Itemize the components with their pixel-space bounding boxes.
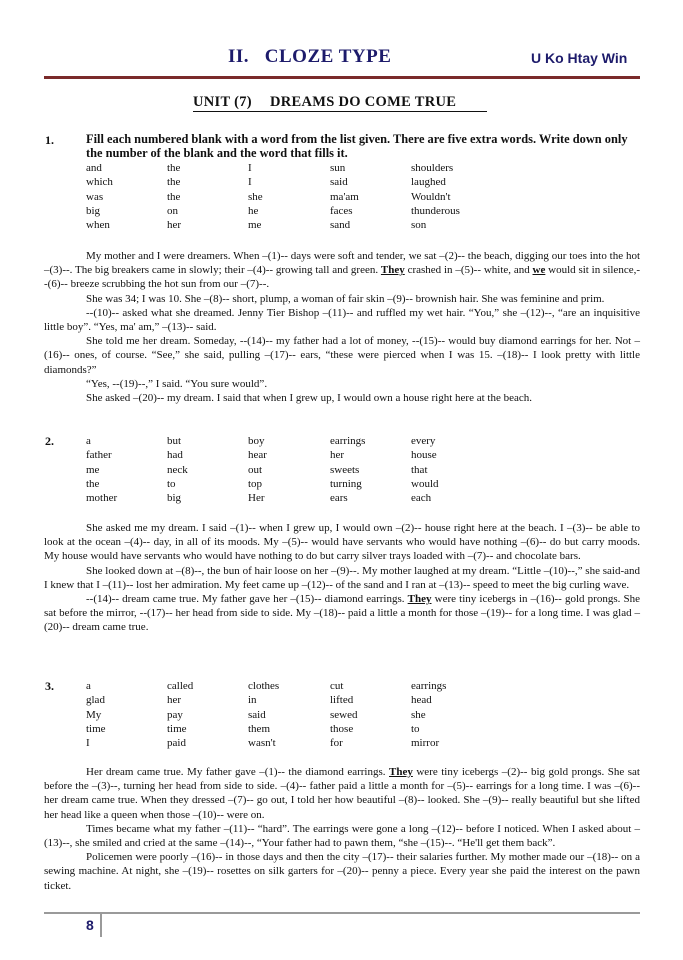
paragraph: --(10)-- asked what she dreamed. Jenny Tier Bishop –(11)-- and ruffled my wet hair. “You,” she –(12)--, “are an inquisitive little boy”. “Yes, ma' am,” –(13)-- said. (44, 306, 640, 334)
word: sun (330, 162, 346, 174)
word: mother (86, 492, 118, 505)
word: thunderous (411, 204, 460, 217)
word: the (167, 176, 181, 189)
word: every (411, 435, 436, 447)
word: I (248, 162, 252, 174)
word: big (86, 204, 101, 217)
word: ears (330, 492, 348, 505)
word: out (248, 463, 263, 476)
word: hear (248, 449, 267, 462)
section-title: II. CLOZE TYPE (228, 46, 392, 67)
footer-divider (44, 912, 640, 914)
word: a (86, 680, 91, 692)
unit-name: DREAMS DO COME TRUE (269, 94, 457, 110)
word: called (167, 680, 194, 692)
page-number: 8 (86, 917, 94, 933)
author-name: U Ko Htay Win (531, 50, 628, 66)
word: laughed (411, 176, 446, 189)
paragraph: She was 34; I was 10. She –(8)-- short, plump, a woman of fair skin –(9)-- brownish hair. She was feminine and prim. (86, 292, 605, 305)
question-1-number: 1. (45, 133, 54, 147)
word: in (248, 694, 257, 707)
word: me (86, 463, 100, 476)
word: would (411, 477, 439, 490)
word: when (86, 219, 110, 232)
word: she (411, 708, 426, 721)
word: cut (330, 680, 344, 692)
word: and (86, 162, 102, 174)
word: ma'am (330, 190, 359, 203)
word: on (167, 204, 178, 217)
word: which (86, 176, 113, 189)
paragraph: “Yes, --(19)--,” I said. “You sure would”. (86, 377, 268, 390)
word: paid (167, 737, 186, 750)
word: time (86, 722, 106, 735)
word: shoulders (411, 162, 454, 174)
word: pay (167, 708, 183, 721)
word: them (248, 722, 270, 735)
word: head (411, 694, 432, 707)
word: faces (330, 204, 353, 217)
word: the (86, 477, 100, 490)
word: had (167, 449, 183, 462)
q2-passage (44, 521, 640, 635)
word: mirror (411, 737, 440, 750)
word: her (167, 219, 182, 232)
word: clothes (248, 680, 280, 692)
word: said (248, 708, 266, 721)
word: son (411, 219, 427, 232)
word: those (330, 722, 354, 735)
unit-heading (193, 94, 487, 112)
question-3-number: 3. (45, 679, 54, 693)
word: the (167, 190, 181, 203)
word: lifted (330, 694, 354, 707)
word: me (248, 219, 262, 232)
word: sand (330, 219, 351, 232)
word: big (167, 492, 182, 505)
footer-separator (100, 912, 102, 937)
question-1-instruction: Fill each numbered blank with a word from the list given. There are five extra words. Write down only the number of the blank and the word that fills it. (86, 132, 628, 160)
word: I (248, 176, 252, 189)
word: sewed (330, 708, 358, 721)
word: father (86, 449, 112, 462)
word: Her (248, 492, 265, 505)
word: for (330, 737, 343, 750)
word: neck (167, 463, 188, 476)
paragraph: Policemen were poorly –(16)-- in those days and then the city –(17)-- their salaries further. My mother made our –(18)-- on a sewing machine. At night, she –(19)-- rosettes on silk garters for –(20)-- penny a piece. Every year she paid the interest on the pawn ticket. (44, 851, 640, 892)
word: said (330, 176, 348, 189)
word: the (167, 162, 181, 174)
paragraph: My mother and I were dreamers. When –(1)-- days were soft and tender, we sat –(2)-- the beach, digging our toes into the hot –(3)--. The big breakers came in slowly; their –(4)-- growing tall and green. They crashed in –(5)-- white, and we would sit in silence,--(6)-- breeze scrubbing the hot sun from our –(7)--. (44, 250, 640, 291)
paragraph: She asked –(20)-- my dream. I said that when I grew up, I would own a house right here at the beach. (86, 392, 532, 405)
word: earrings (330, 435, 366, 447)
word: glad (86, 694, 105, 707)
word: My (86, 708, 102, 721)
unit-label: UNIT (7) (193, 94, 252, 110)
word: Wouldn't (411, 190, 451, 203)
q3-passage (44, 765, 640, 893)
paragraph: Times became what my father –(11)-- “hard”. The earrings were gone a long –(12)-- before I noticed. When I asked about –(13)--, she smiled and cried at the same –(14)--, “Your father had to pawn them, “she –(15)--. “He'll get them back”. (44, 822, 640, 850)
word: sweets (330, 463, 360, 476)
paragraph: She looked down at –(8)--, the bun of hair loose on her –(9)--. My mother laughed at my dream. “Little –(10)--,” she said-and I knew that I –(11)-- lost her admiration. My feet came up –(12)-- of the sand and I ran at –(13)-- speed to meet the big curling wave. (44, 564, 640, 591)
paragraph: She told me her dream. Someday, --(14)-- my father had a lot of money, --(15)-- would buy diamond earrings for her. Not –(16)-- ones, of course. “See,” she said, pulling –(17)-- ears, “these were pierced when I was 15. –(18)-- I look pretty with little diamonds?” (44, 335, 640, 376)
word: earrings (411, 680, 447, 692)
word: her (330, 449, 345, 462)
word: that (411, 463, 428, 476)
word: house (411, 449, 437, 462)
word: wasn't (248, 737, 276, 750)
word: top (248, 477, 263, 490)
word: a (86, 435, 91, 447)
word: turning (330, 477, 362, 490)
word: to (167, 477, 176, 490)
q1-passage (44, 249, 640, 405)
word: was (86, 190, 104, 203)
word: but (167, 435, 182, 447)
word: her (167, 694, 182, 707)
word: time (167, 722, 187, 735)
paragraph: She asked me my dream. I said –(1)-- when I grew up, I would own –(2)-- house right here at the beach. I –(3)-- be able to look at the ocean –(4)-- day, in all of its moods. My –(5)-- would have servants who would have nothing –(6)-- do but carry moods. My house would have servants who would have nothing to do but carry silver trays loaded with –(7)-- and chocolate bars. (44, 522, 640, 563)
word: he (248, 204, 259, 217)
question-2-number: 2. (45, 434, 54, 448)
word: she (248, 190, 263, 203)
word: I (86, 737, 90, 750)
paragraph: --(14)-- dream came true. My father gave her –(15)-- diamond earrings. They were tiny icebergs in –(16)-- gold prongs. She sat before the mirror, --(17)-- her head from side to side. My –(18)-- paid a little a month for those –(19)-- for a long time. I was glad –(20)-- dream came true. (44, 593, 640, 634)
word: each (411, 492, 432, 505)
paragraph: Her dream came true. My father gave –(1)-- the diamond earrings. They were tiny icebergs –(2)-- big gold prongs. She sat before the –(3)--, turning her head from side to side. –(4)-- father paid a little a month for –(5)-- earrings for a long time. I was –(6)-- her dream came true. When they dressed –(7)-- go out, I told her how beautiful –(8)-- looked. She –(9)-- really beautiful but she lifted her head like a queen when those –(10)-- were on. (44, 766, 640, 821)
word: to (411, 722, 420, 735)
word: boy (248, 435, 265, 447)
header-divider (44, 76, 640, 79)
